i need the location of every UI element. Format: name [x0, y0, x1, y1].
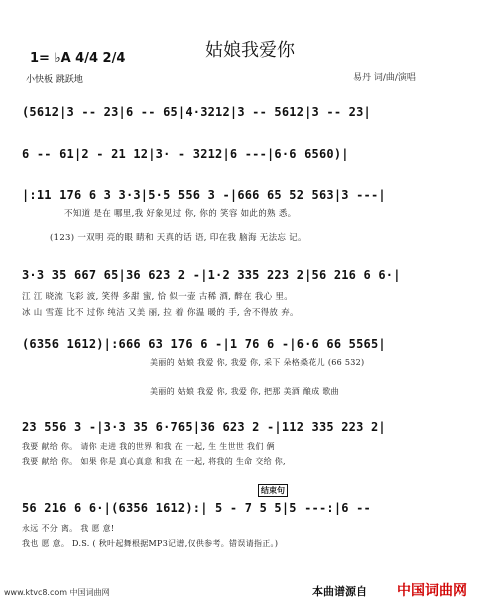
- score-line-5: (6356 1612)|:666 63 176 6 -|1 76 6 -|6·6 66 5565|: [22, 337, 386, 351]
- lyric-3-1: 不知道 是在 哪里,我 好象见过 你, 你的 笑容 如此的熟 悉。: [64, 209, 297, 219]
- page-title: 姑娘我爱你: [205, 40, 295, 61]
- score-line-2: 6 -- 61|2 - 21 12|3· - 3212|6 ---|6·6 6560)|: [22, 147, 349, 161]
- lyric-3-2: (123) 一双明 亮的眼 睛和 天真的话 语, 印在我 脑海 无法忘 记。: [50, 233, 307, 243]
- style-note: 小快板 跳跃地: [26, 75, 83, 85]
- lyric-5-1: 美丽的 姑娘 我爱 你, 我爱 你, 采下 朵格桑花儿 (66 532): [150, 358, 365, 367]
- lyric-5-2: 美丽的 姑娘 我爱 你, 我爱 你, 把那 美酒 酿成 歌曲: [150, 387, 339, 396]
- lyric-4-1: 江 江 晓流 飞彩 波, 笑得 多甜 蜜, 恰 似一壶 古稀 酒, 醉在 我心 里。: [22, 292, 294, 302]
- credits: 易丹 词/曲/演唱: [353, 73, 416, 83]
- key-signature: 1= ♭A 4/4 2/4: [30, 51, 126, 66]
- lyric-6-2: 我要 献给 你。 如果 你是 真心真意 和我 在 一起, 将我的 生命 交给 你,: [22, 457, 286, 466]
- score-line-1: (5612|3 -- 23|6 -- 65|4·3212|3 -- 5612|3 -- 23|: [22, 105, 371, 119]
- lyric-7-2: 我也 愿 意。 D.S. ( 秋叶起舞根据MP3记谱,仅供参考。错误请指正。): [22, 539, 279, 548]
- score-line-6: 23 556 3 -|3·3 35 6·765|36 623 2 -|112 335 223 2|: [22, 420, 386, 434]
- footer-source: 本曲谱源自: [312, 585, 367, 598]
- score-line-7: 56 216 6 6·|(6356 1612):| 5 - 7 5 5|5 ---:|6 --: [22, 501, 371, 515]
- score-line-4: 3·3 35 667 65|36 623 2 -|1·2 335 223 2|56 216 6 6·|: [22, 268, 401, 282]
- footer-brand: 中国词曲网: [397, 583, 467, 599]
- lyric-4-2: 冰 山 雪莲 比不 过你 纯洁 又美 丽, 拉 着 你温 暖的 手, 舍不得放 弃。: [22, 308, 299, 318]
- lyric-6-1: 我要 献给 你。 请你 走进 我的世界 和我 在 一起, 生 生世世 我们 俩: [22, 442, 275, 451]
- score-line-3: |:11 176 6 3 3·3|5·5 556 3 -|666 65 52 563|3 ---|: [22, 188, 386, 202]
- ending-label: 结束句: [258, 484, 288, 497]
- lyric-7-1: 永远 不分 离。 我 愿 意!: [22, 524, 115, 533]
- footer-site: www.ktvc8.com 中国词曲网: [4, 588, 110, 597]
